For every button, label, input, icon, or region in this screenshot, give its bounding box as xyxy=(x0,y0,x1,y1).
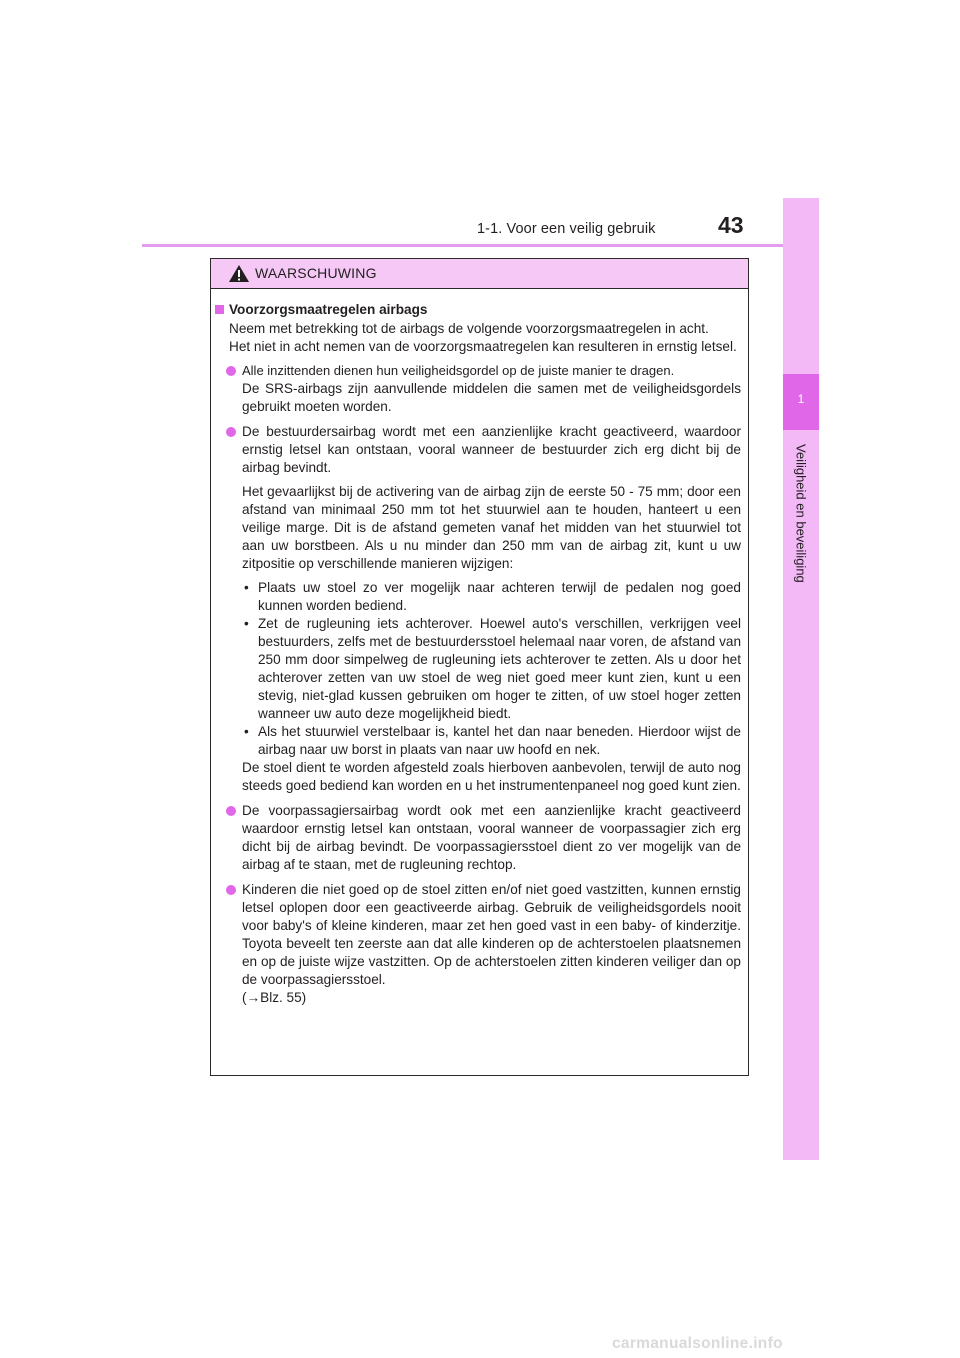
section-square-icon xyxy=(215,305,224,314)
chapter-side-tab xyxy=(783,198,819,1160)
bullet-item xyxy=(242,881,741,1007)
warning-box xyxy=(210,258,749,1076)
header-rule xyxy=(142,244,819,247)
intro-line: Het niet in acht nemen van de voorzorgsmaatregelen kan resulteren in ernstig letsel. xyxy=(229,339,737,354)
chapter-title: Veiligheid en beveiliging xyxy=(793,444,809,583)
intro-paragraph xyxy=(229,320,741,356)
warning-header xyxy=(211,259,748,289)
chapter-number: 1 xyxy=(797,392,805,406)
page-number: 43 xyxy=(718,212,744,238)
bullet-dot-icon xyxy=(226,366,236,376)
bullet-paragraph: Alle inzittenden dienen hun veiligheidsgordel op de juiste manier te dragen. xyxy=(242,363,675,378)
bullet-paragraph: Kinderen die niet goed op de stoel zitten en/of niet goed vastzitten, kunnen ernstig letsel oplopen door een geactiveerde airbag. Gebruik de veiligheidsgordels nooit voor baby's of kleine kinderen, maar zet hen goed vast in een baby- of kinderzitje. Toyota beveelt ten zeerste aan dat alle kinderen op de achterstoelen plaatsnemen en op de juiste wijze vastzitten. Op de achterstoelen zitten kinderen veiliger dan op de voorpassagiersstoel. xyxy=(242,882,741,987)
bullet-paragraph: De SRS-airbags zijn aanvullende middelen die samen met de veiligheidsgordels gebruikt moeten worden. xyxy=(242,381,741,414)
sub-list-item: • Zet de rugleuning iets achterover. Hoewel auto's verschillen, verkrijgen veel bestuurders, zelfs met de bestuurdersstoel helemaal naar voren, de afstand van 250 mm door simpelweg de rugleuning iets achterover te zetten. Als u door het achterover zetten van uw stoel de weg niet goed meer kunt zien, kunt u een stevig, niet-glad kussen gebruiken om hoger te zitten, of uw stoel hoger zetten wanneer uw auto deze mogelijkheid biedt. xyxy=(242,615,741,723)
bullet-dot-icon xyxy=(226,885,236,895)
bullet-item xyxy=(242,802,741,874)
sub-list-item: • Plaats uw stoel zo ver mogelijk naar achteren terwijl de pedalen nog goed kunnen worden bediend. xyxy=(242,579,741,615)
bullet-dot-icon xyxy=(226,427,236,437)
bullet-item xyxy=(242,423,741,795)
sub-list xyxy=(242,579,741,759)
bullet-paragraph: De voorpassagiersairbag wordt ook met een aanzienlijke kracht geactiveerd waardoor ernstig letsel kan ontstaan, vooral wanneer de voorpassagier zich erg dicht bij de airbag bevindt. De voorpassagiersstoel dient zo ver mogelijk van de airbag af te staan, met de rugleuning rechtop. xyxy=(242,803,741,872)
watermark: carmanualsonline.info xyxy=(612,1335,783,1352)
bullet-item xyxy=(242,362,741,416)
warning-label: WAARSCHUWING xyxy=(255,265,377,281)
intro-line: Neem met betrekking tot de airbags de volgende voorzorgsmaatregelen in acht. xyxy=(229,321,709,336)
bullet-dot-icon xyxy=(226,806,236,816)
warning-triangle-icon xyxy=(228,264,250,283)
bullet-paragraph: Het gevaarlijkst bij de activering van de airbag zijn de eerste 50 - 75 mm; door een afstand van minimaal 250 mm tot het stuurwiel aan te houden, hanteert u een veilige marge. Dit is de afstand gemeten vanaf het midden van het stuurwiel tot aan uw borstbeen. Als u nu minder dan 250 mm van de airbag zit, kunt u uw zitpositie op verschillende manieren wijzigen: xyxy=(242,484,741,571)
bullet-paragraph: De bestuurdersairbag wordt met een aanzienlijke kracht geactiveerd, waardoor ernstig letsel kan ontstaan, vooral wanneer de bestuurder zich erg dicht bij de airbag bevindt. xyxy=(242,424,741,475)
section-header-title: 1-1. Voor een veilig gebruik xyxy=(477,221,656,237)
section-heading-text: Voorzorgsmaatregelen airbags xyxy=(229,302,428,317)
bullet-closing-paragraph: De stoel dient te worden afgesteld zoals hierboven aanbevolen, terwijl de auto nog steeds goed bediend kan worden en u het instrumentenpaneel nog goed kunt zien. xyxy=(242,760,741,793)
section-heading xyxy=(215,301,747,319)
warning-content xyxy=(211,301,747,1014)
sub-list-item: • Als het stuurwiel verstelbaar is, kantel het dan naar beneden. Hierdoor wijst de airbag naar uw borst in plaats van naar uw hoofd en nek. xyxy=(242,723,741,759)
page-reference-link[interactable]: (→Blz. 55) xyxy=(242,990,307,1005)
